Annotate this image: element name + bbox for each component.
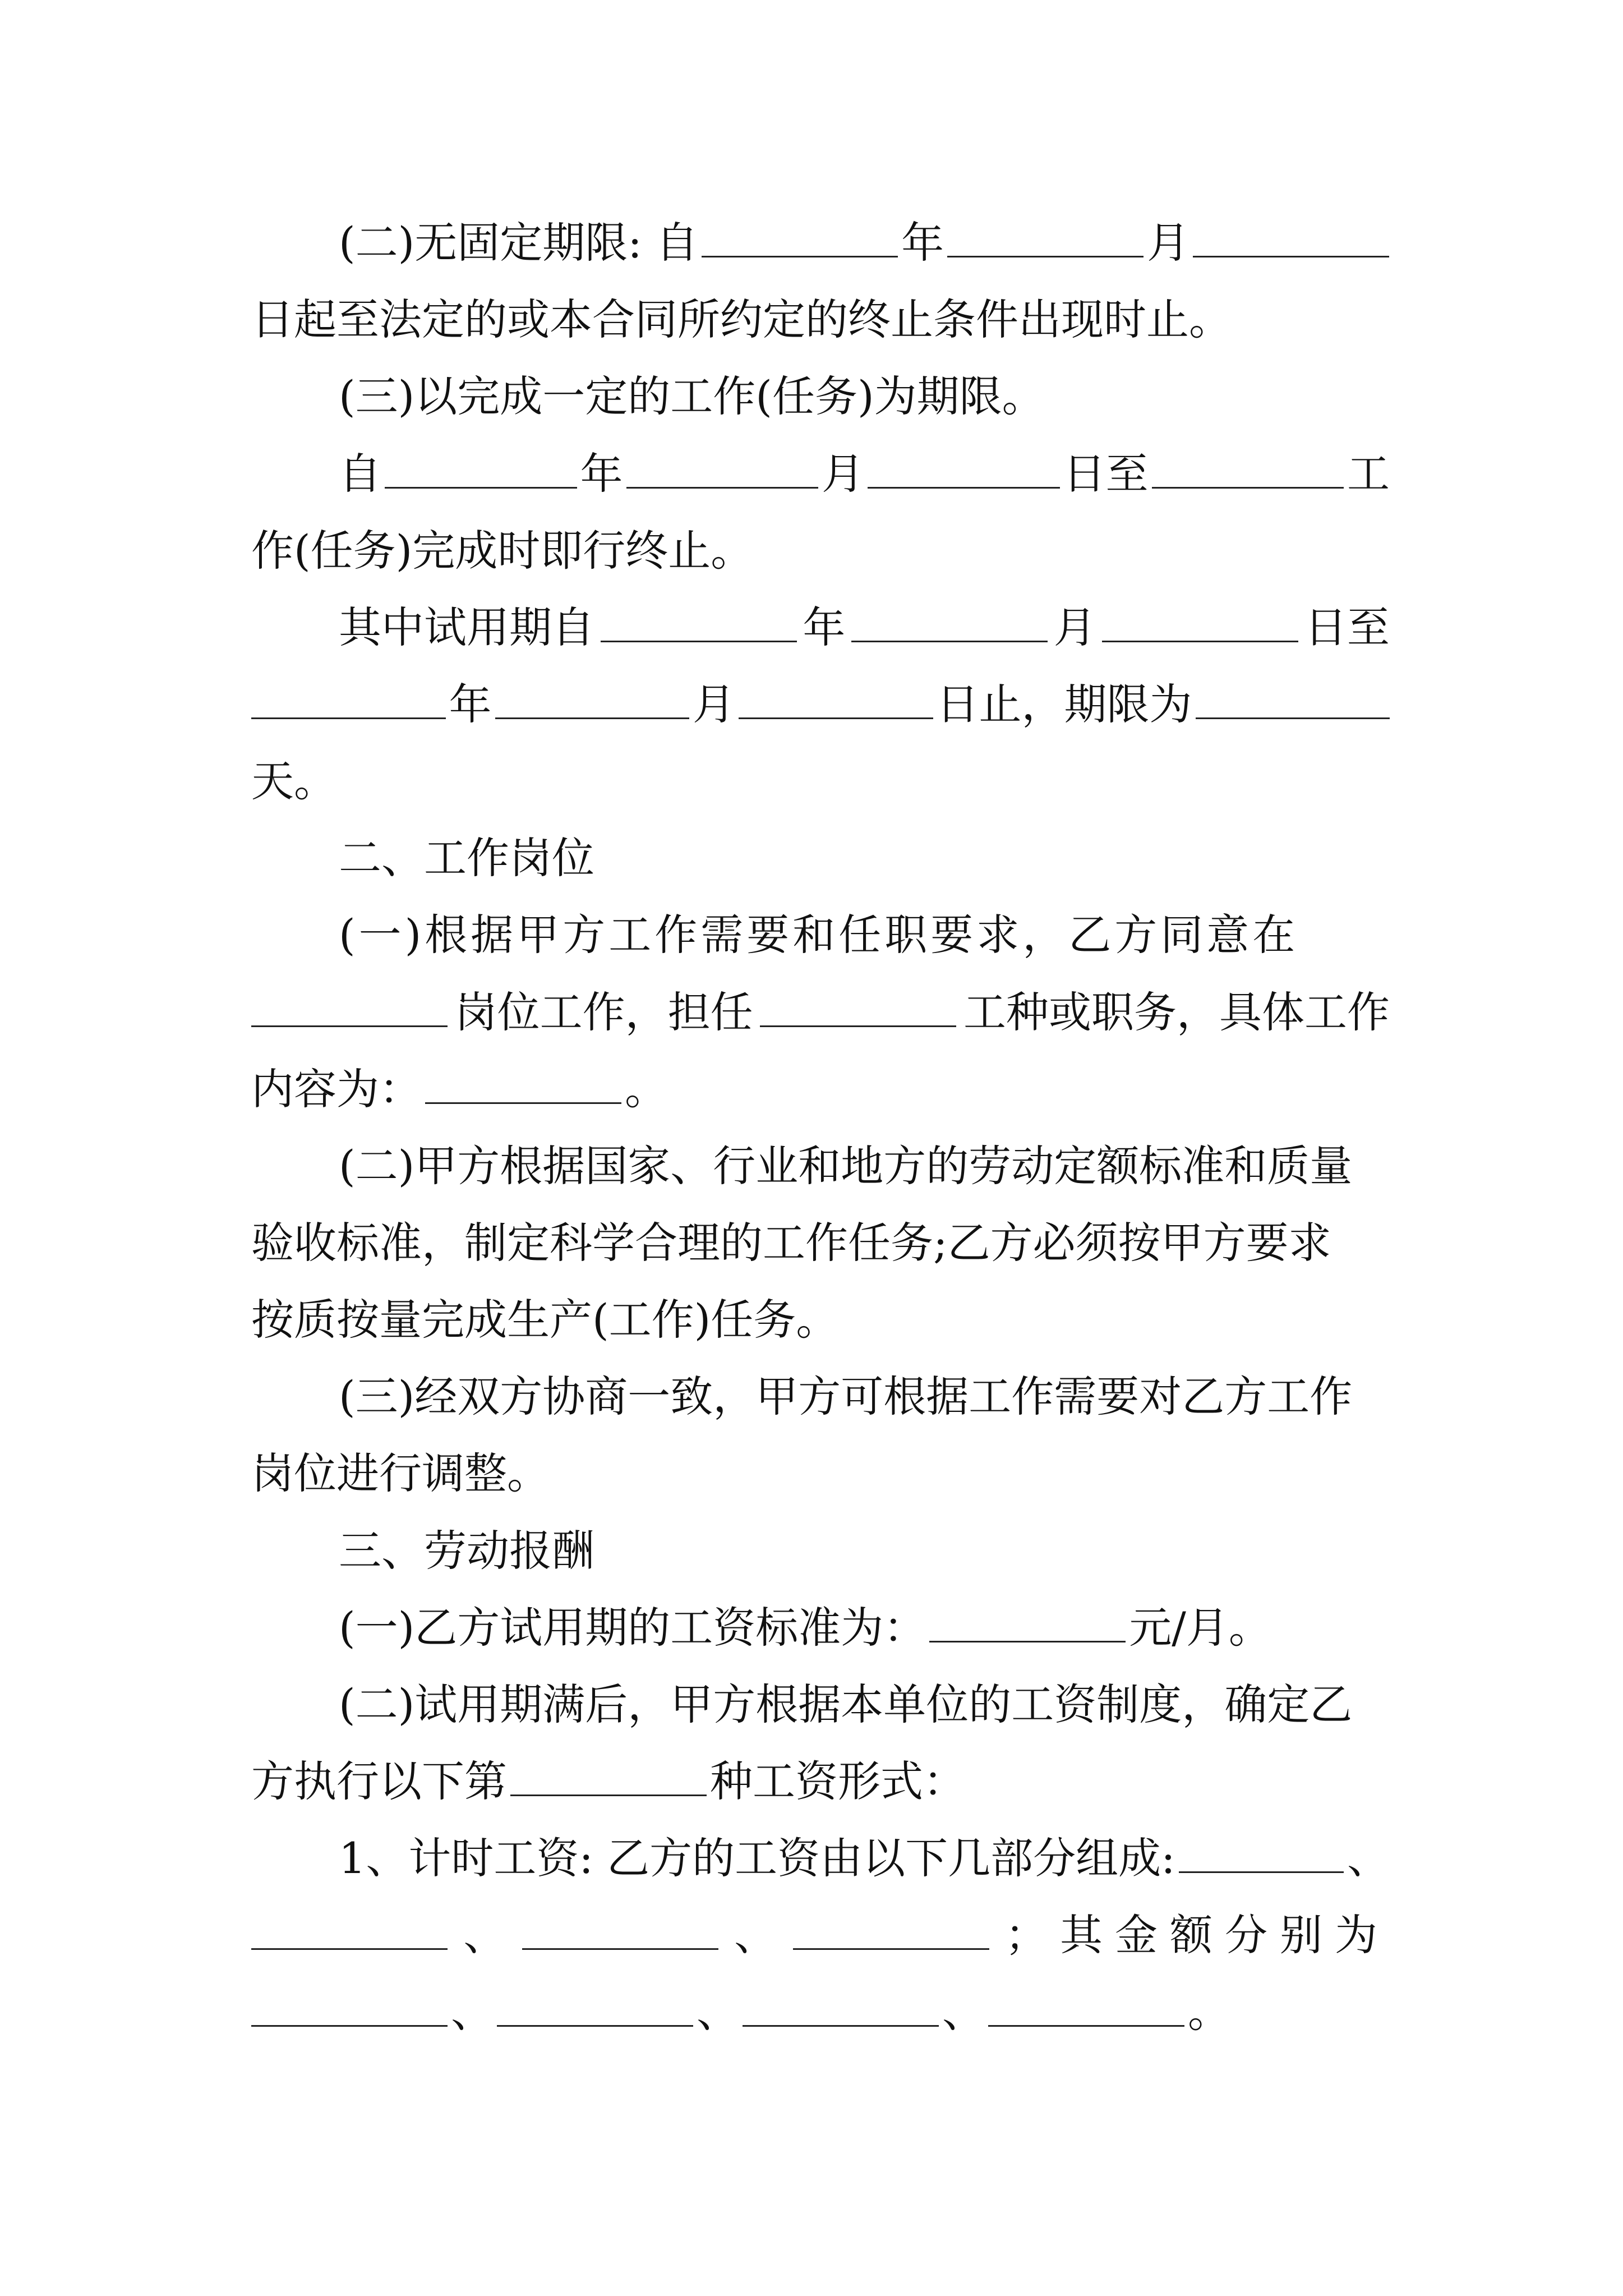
text-segment: 元/月。 xyxy=(1129,1603,1271,1653)
text-line: 作(任务)完成时即行终止。 xyxy=(251,526,754,576)
text-line: 日起至法定的或本合同所约定的终止条件出现时止。 xyxy=(251,295,1232,344)
text-segment: 、 xyxy=(463,1910,506,1960)
text-segment: 日至 xyxy=(1304,602,1390,652)
fill-blank[interactable] xyxy=(251,1912,448,1950)
text-segment: 自 xyxy=(339,449,381,499)
text-segment: 月 xyxy=(822,449,864,499)
text-segment: 月 xyxy=(1053,602,1096,652)
text-line: (二)试用期满后，甲方根据本单位的工资制度，确定乙 xyxy=(339,1680,1353,1729)
text-line: 按质按量完成生产(工作)任务。 xyxy=(251,1295,839,1345)
text-line xyxy=(339,212,1390,274)
text-segment: 年 xyxy=(901,218,944,268)
fill-blank[interactable] xyxy=(988,1989,1184,2027)
fill-blank[interactable] xyxy=(929,1605,1126,1642)
text-segment: ；其金额分别为 xyxy=(1004,1910,1390,1960)
fill-blank[interactable] xyxy=(793,1912,989,1950)
fill-blank[interactable] xyxy=(251,1989,448,2027)
text-line xyxy=(251,1059,1390,1120)
fill-blank[interactable] xyxy=(251,990,448,1027)
text-line: (三)经双方协商一致，甲方可根据工作需要对乙方工作 xyxy=(339,1372,1353,1421)
text-segment: 工种或职务，具体工作 xyxy=(963,987,1390,1037)
text-segment: 年 xyxy=(580,449,623,499)
text-segment: 日至 xyxy=(1063,449,1149,499)
text-segment: 月 xyxy=(1147,218,1190,268)
text-line xyxy=(251,1904,1390,1966)
text-line: (一)根据甲方工作需要和任职要求，乙方同意在 xyxy=(339,910,1299,960)
fill-blank[interactable] xyxy=(1102,605,1298,642)
text-segment: 月 xyxy=(693,679,735,729)
text-segment: 方执行以下第 xyxy=(251,1756,507,1806)
section-heading: 三、劳动报酬 xyxy=(339,1526,594,1576)
text-segment: 工 xyxy=(1347,449,1390,499)
text-line: 岗位进行调整。 xyxy=(251,1448,550,1498)
fill-blank[interactable] xyxy=(702,220,898,257)
text-line: (三)以完成一定的工作(任务)为期限。 xyxy=(339,371,1045,421)
fill-blank[interactable] xyxy=(868,451,1060,489)
text-line: 验收标准，制定科学合理的工作任务;乙方必须按甲方要求 xyxy=(251,1218,1331,1268)
fill-blank[interactable] xyxy=(1179,1835,1344,1873)
fill-blank[interactable] xyxy=(743,1989,939,2027)
fill-blank[interactable] xyxy=(522,1912,718,1950)
text-segment: 、 xyxy=(942,1987,985,2037)
fill-blank[interactable] xyxy=(497,1989,693,2027)
section-heading: 二、工作岗位 xyxy=(339,833,594,883)
text-segment: 日止，期限为 xyxy=(936,679,1192,729)
text-line: (二)甲方根据国家、行业和地方的劳动定额标准和质量 xyxy=(339,1141,1353,1191)
fill-blank[interactable] xyxy=(601,605,797,642)
text-segment: 年 xyxy=(803,602,846,652)
text-segment: 内容为： xyxy=(251,1064,422,1114)
text-segment: 、 xyxy=(697,1987,739,2037)
fill-blank[interactable] xyxy=(1152,451,1344,489)
fill-blank[interactable] xyxy=(1193,220,1389,257)
text-segment: 。 xyxy=(625,1064,667,1114)
text-line xyxy=(339,1828,1390,1889)
text-segment: (二)无固定期限: 自 xyxy=(339,218,699,268)
text-line xyxy=(339,443,1390,505)
fill-blank[interactable] xyxy=(1196,682,1390,719)
fill-blank[interactable] xyxy=(760,990,956,1027)
fill-blank[interactable] xyxy=(251,682,446,719)
text-segment: (一)乙方试用期的工资标准为： xyxy=(339,1603,926,1653)
text-segment: 年 xyxy=(449,679,492,729)
text-line xyxy=(251,982,1390,1043)
text-segment: 1、计时工资: 乙方的工资由以下几部分组成: xyxy=(339,1833,1175,1883)
fill-blank[interactable] xyxy=(385,451,577,489)
text-line xyxy=(251,674,1390,735)
fill-blank[interactable] xyxy=(947,220,1144,257)
fill-blank[interactable] xyxy=(626,451,819,489)
text-line xyxy=(339,597,1390,659)
fill-blank[interactable] xyxy=(425,1066,621,1104)
text-segment: 、 xyxy=(734,1910,777,1960)
text-segment: 其中试用期自 xyxy=(339,602,594,652)
text-segment: 、 xyxy=(1347,1833,1390,1883)
text-line xyxy=(251,1751,1390,1812)
text-line xyxy=(339,1597,1390,1659)
text-segment: 岗位工作，担任 xyxy=(454,987,753,1037)
fill-blank[interactable] xyxy=(510,1759,707,1796)
text-line xyxy=(251,1981,1390,2043)
text-segment: 。 xyxy=(1188,1987,1230,2037)
fill-blank[interactable] xyxy=(739,682,933,719)
fill-blank[interactable] xyxy=(495,682,690,719)
text-segment: 种工资形式： xyxy=(710,1756,966,1806)
fill-blank[interactable] xyxy=(851,605,1048,642)
text-line: 天。 xyxy=(251,756,336,806)
text-segment: 、 xyxy=(451,1987,494,2037)
